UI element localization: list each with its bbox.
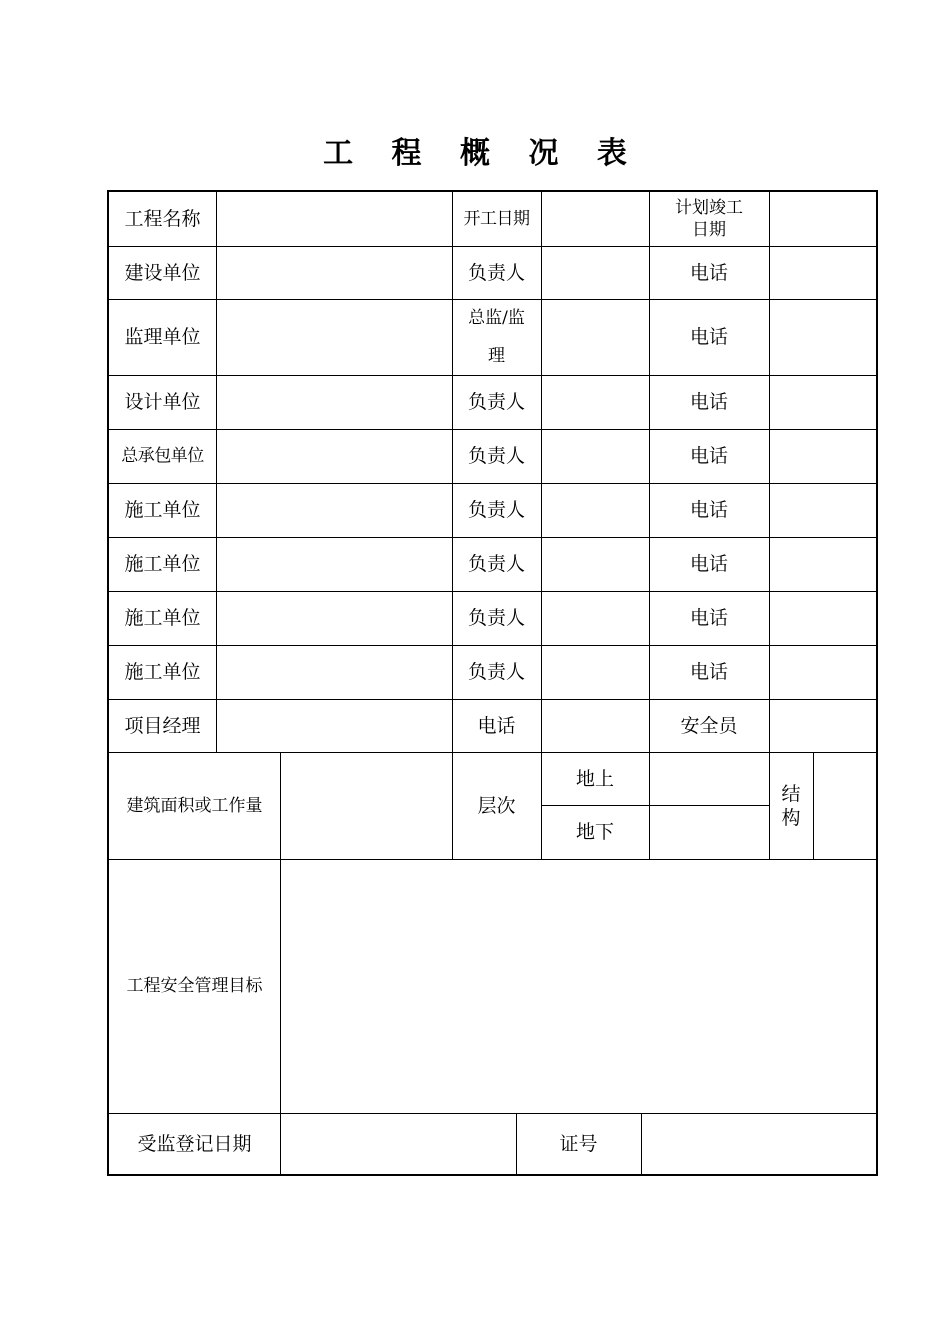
label-project-name: 工程名称 xyxy=(124,208,201,230)
label-safety-goal: 工程安全管理目标 xyxy=(126,976,263,996)
label-person-in-charge: 负责人 xyxy=(467,661,525,683)
person-in-charge-field[interactable] xyxy=(542,246,649,299)
certificate-number-field[interactable] xyxy=(642,1113,876,1175)
label-supervision-unit: 监理单位 xyxy=(124,326,201,348)
label-chief-supervisor-line1: 总监/监 xyxy=(468,308,525,328)
above-ground-field[interactable] xyxy=(650,752,769,805)
phone-field[interactable] xyxy=(770,299,876,375)
planned-completion-field[interactable] xyxy=(770,192,876,246)
safety-goal-field[interactable] xyxy=(281,859,876,1113)
person-in-charge-field[interactable] xyxy=(542,375,649,429)
label-project-manager: 项目经理 xyxy=(124,714,201,737)
label-structure: 结构 xyxy=(781,782,801,829)
supervision-unit-field[interactable] xyxy=(217,299,452,375)
phone-field[interactable] xyxy=(770,483,876,537)
label-person-in-charge: 负责人 xyxy=(467,445,525,467)
label-floors: 层次 xyxy=(477,794,516,817)
label-person-in-charge: 负责人 xyxy=(467,499,525,521)
label-design-unit: 设计单位 xyxy=(124,391,201,413)
label-planned-completion-date: 计划竣工日期 xyxy=(675,198,743,240)
person-in-charge-field[interactable] xyxy=(542,483,649,537)
general-contractor-field[interactable] xyxy=(217,429,452,483)
label-chief-supervisor-line2: 理 xyxy=(488,346,505,366)
label-person-in-charge: 负责人 xyxy=(467,553,525,575)
label-general-contractor: 总承包单位 xyxy=(121,446,204,466)
label-chief-supervisor xyxy=(452,299,541,375)
person-in-charge-field[interactable] xyxy=(542,429,649,483)
label-phone: 电话 xyxy=(689,326,728,348)
project-overview-table xyxy=(107,190,878,1176)
phone-field[interactable] xyxy=(770,591,876,645)
project-name-field[interactable] xyxy=(217,192,452,246)
label-above-ground: 地上 xyxy=(575,767,614,790)
label-person-in-charge: 负责人 xyxy=(467,261,525,284)
label-construction-unit: 施工单位 xyxy=(124,499,201,521)
phone-field[interactable] xyxy=(770,537,876,591)
label-phone: 电话 xyxy=(689,607,728,629)
phone-field[interactable] xyxy=(770,429,876,483)
design-unit-field[interactable] xyxy=(217,375,452,429)
owner-unit-field[interactable] xyxy=(217,246,452,299)
chief-supervisor-field[interactable] xyxy=(542,299,649,375)
construction-unit-field[interactable] xyxy=(217,537,452,591)
phone-field[interactable] xyxy=(770,375,876,429)
label-phone: 电话 xyxy=(689,391,728,413)
label-phone: 电话 xyxy=(689,445,728,467)
phone-field[interactable] xyxy=(770,645,876,699)
person-in-charge-field[interactable] xyxy=(542,591,649,645)
registration-date-field[interactable] xyxy=(281,1113,516,1175)
construction-unit-field[interactable] xyxy=(217,645,452,699)
label-start-date: 开工日期 xyxy=(463,209,530,229)
label-owner-unit: 建设单位 xyxy=(124,261,201,284)
person-in-charge-field[interactable] xyxy=(542,645,649,699)
label-phone: 电话 xyxy=(689,553,728,575)
label-phone: 电话 xyxy=(689,499,728,521)
label-below-ground: 地下 xyxy=(575,821,614,843)
label-phone: 电话 xyxy=(689,261,728,284)
label-registration-date: 受监登记日期 xyxy=(137,1133,252,1155)
label-phone: 电话 xyxy=(477,714,516,737)
manager-phone-field[interactable] xyxy=(542,699,649,752)
below-ground-field[interactable] xyxy=(650,806,769,859)
building-area-field[interactable] xyxy=(281,752,452,859)
label-phone: 电话 xyxy=(689,661,728,683)
label-building-area: 建筑面积或工作量 xyxy=(126,795,263,816)
label-construction-unit: 施工单位 xyxy=(124,607,201,629)
label-safety-officer: 安全员 xyxy=(680,714,738,737)
label-person-in-charge: 负责人 xyxy=(467,607,525,629)
label-construction-unit: 施工单位 xyxy=(124,553,201,575)
label-construction-unit: 施工单位 xyxy=(124,661,201,683)
phone-field[interactable] xyxy=(770,246,876,299)
structure-field[interactable] xyxy=(814,752,876,859)
project-manager-field[interactable] xyxy=(217,699,452,752)
safety-officer-field[interactable] xyxy=(770,699,876,752)
start-date-field[interactable] xyxy=(542,192,649,246)
construction-unit-field[interactable] xyxy=(217,483,452,537)
page-title: 工 程 概 况 表 xyxy=(323,136,641,171)
construction-unit-field[interactable] xyxy=(217,591,452,645)
label-certificate-number: 证号 xyxy=(559,1133,598,1155)
label-person-in-charge: 负责人 xyxy=(467,391,525,413)
person-in-charge-field[interactable] xyxy=(542,537,649,591)
